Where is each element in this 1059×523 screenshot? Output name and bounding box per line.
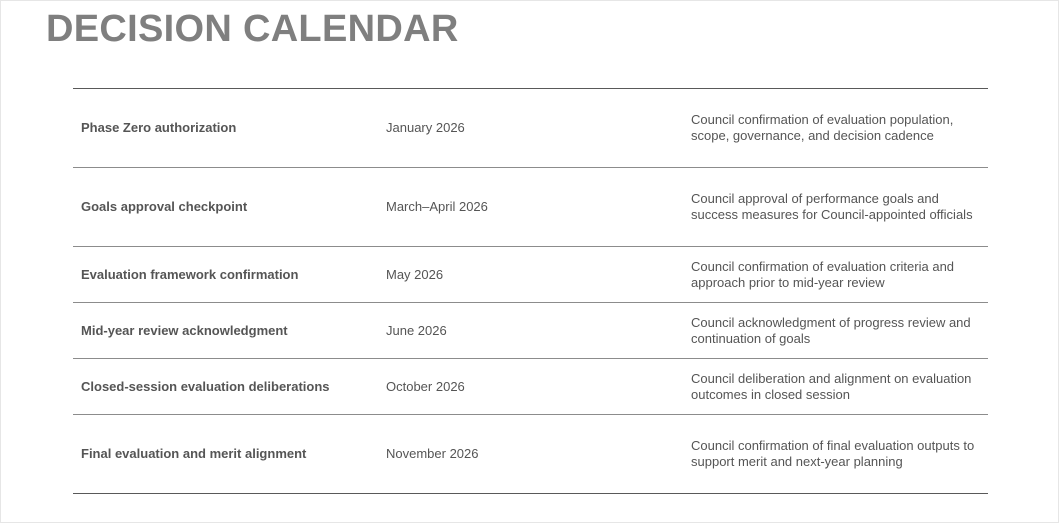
table-row — [73, 168, 988, 247]
milestone-cell: Goals approval checkpoint — [81, 199, 248, 214]
date-cell: May 2026 — [386, 266, 444, 282]
milestone-cell: Closed-session evaluation deliberations — [81, 378, 330, 394]
date-cell: October 2026 — [386, 378, 465, 394]
table-row — [73, 359, 988, 415]
table-row — [73, 247, 988, 303]
date-cell: November 2026 — [386, 446, 479, 461]
table-row — [73, 415, 988, 494]
milestone-cell: Mid-year review acknowledgment — [81, 322, 288, 338]
description-line: continuation of goals — [691, 330, 811, 346]
description-line: Council confirmation of final evaluation outputs to — [691, 438, 975, 453]
description-line: scope, governance, and decision cadence — [691, 128, 934, 143]
description-line: Council acknowledgment of progress review and — [691, 314, 971, 330]
description-cell — [691, 191, 986, 223]
description-line: Council confirmation of evaluation population, — [691, 112, 954, 127]
table-row — [73, 89, 988, 168]
description-line: Council confirmation of evaluation criteria and — [691, 258, 955, 274]
description-line: approach prior to mid-year review — [691, 274, 885, 290]
description-line: Council approval of performance goals and — [691, 191, 939, 206]
description-line: success measures for Council-appointed officials — [691, 207, 973, 222]
milestone-cell: Final evaluation and merit alignment — [81, 446, 307, 461]
date-cell: March–April 2026 — [386, 199, 488, 214]
page-title: DECISION CALENDAR — [46, 8, 459, 50]
description-cell — [691, 259, 986, 291]
description-cell — [691, 112, 986, 144]
date-cell: June 2026 — [386, 322, 447, 338]
description-cell — [691, 371, 986, 403]
milestone-cell: Evaluation framework confirmation — [81, 266, 299, 282]
description-cell — [691, 438, 986, 470]
description-line: Council deliberation and alignment on evaluation — [691, 370, 972, 386]
description-line: outcomes in closed session — [691, 386, 850, 402]
milestone-cell: Phase Zero authorization — [81, 120, 237, 135]
description-line: support merit and next-year planning — [691, 454, 903, 469]
date-cell: January 2026 — [386, 120, 465, 135]
decision-calendar-table — [73, 88, 988, 494]
table-row — [73, 303, 988, 359]
description-cell — [691, 315, 986, 347]
